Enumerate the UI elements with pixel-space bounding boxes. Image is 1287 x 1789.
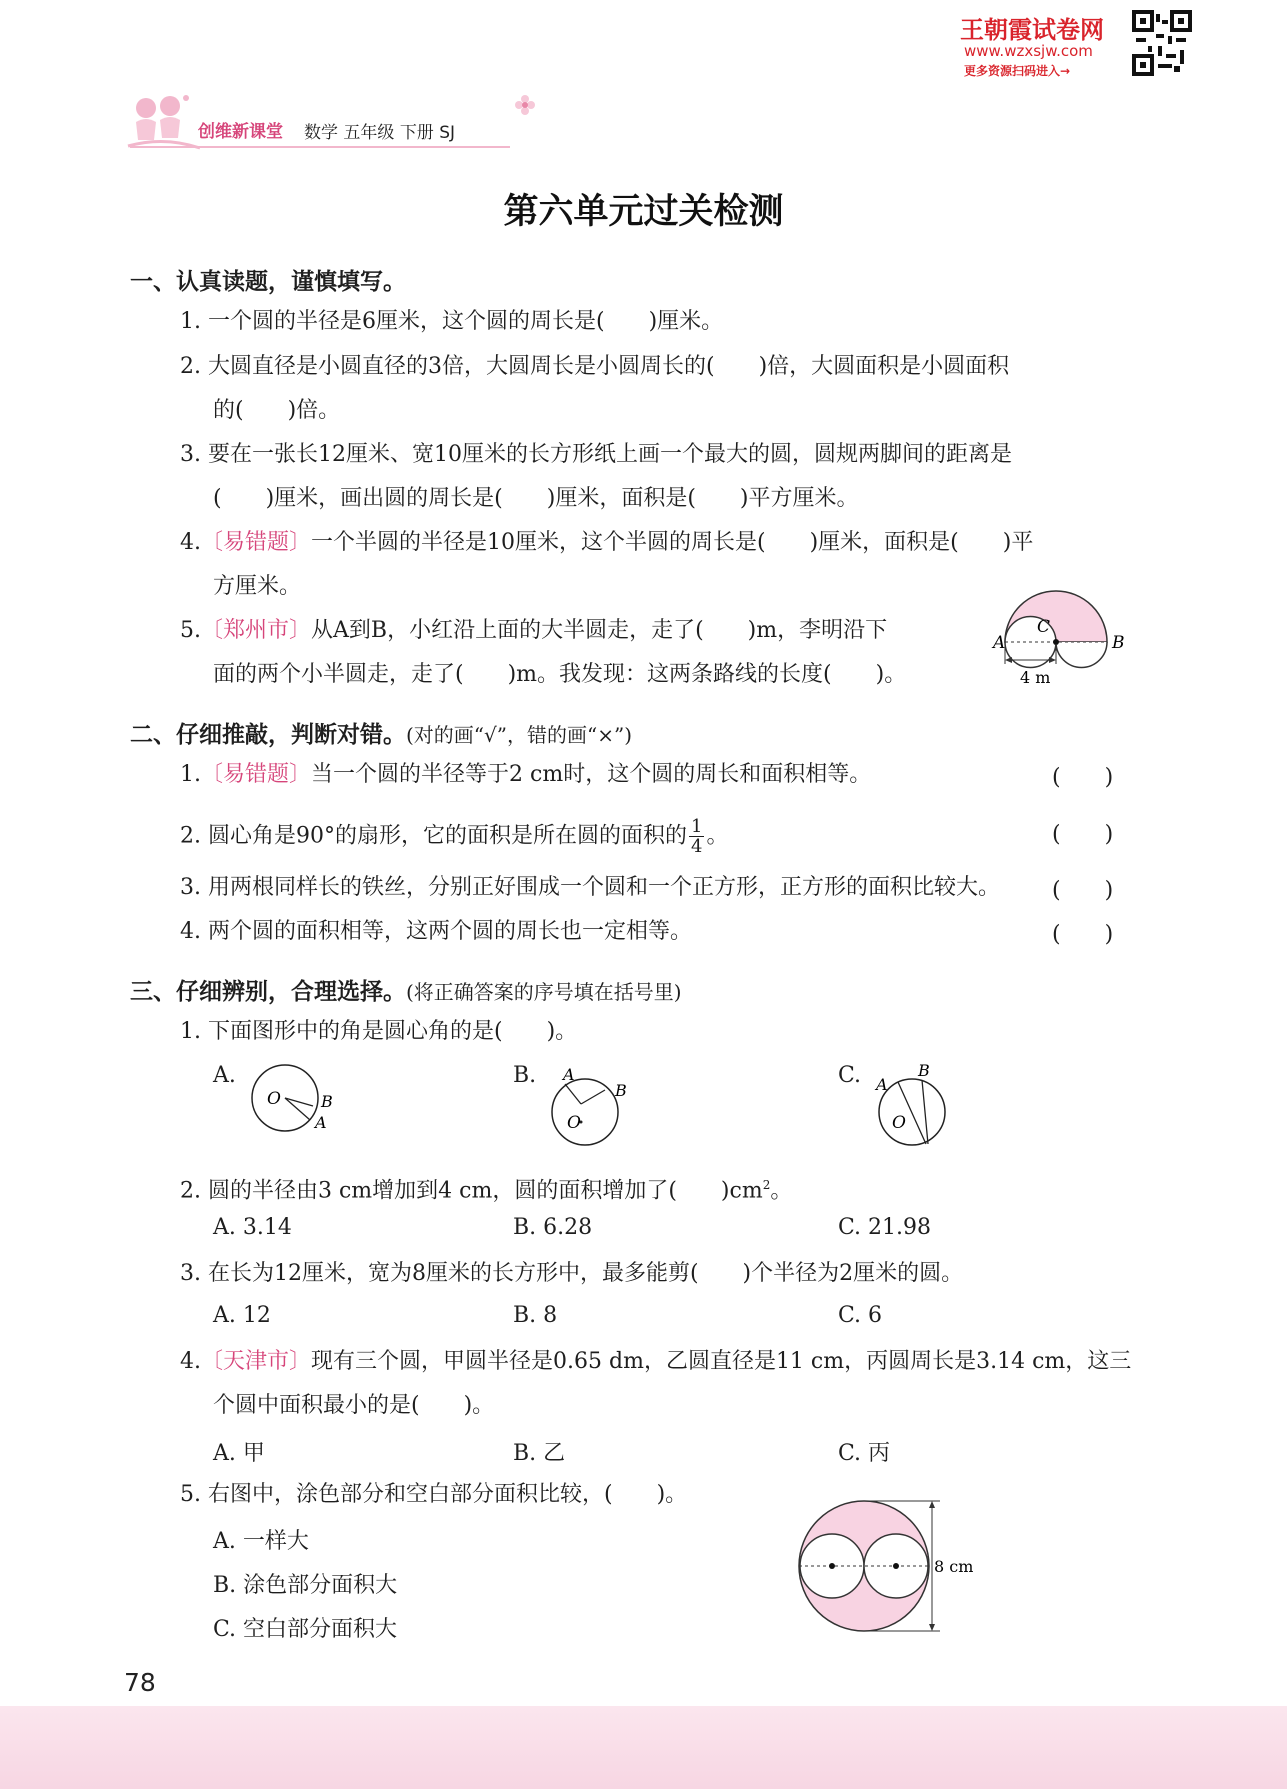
s2-q2-post: 。	[706, 823, 729, 849]
circle-option-c-figure	[870, 1060, 970, 1156]
s2-q1-tag: 〔易错题〕	[201, 762, 312, 787]
frac-numerator: 1	[690, 816, 703, 837]
watermark	[960, 10, 1200, 80]
s1-q5-line1	[180, 616, 887, 646]
s3-q1-opt-c: C.	[838, 1063, 862, 1088]
s2-q2	[180, 817, 728, 856]
s3-q2	[180, 1170, 792, 1206]
s3-q2-a: A. 3.14	[213, 1215, 292, 1240]
section3-note: (将正确答案的序号填在括号里)	[406, 980, 682, 1004]
fig-b-a: A	[563, 1065, 575, 1084]
s3-q2-b: B. 6.28	[513, 1215, 593, 1240]
s3-q4-b: B. 乙	[513, 1441, 566, 1466]
fig-c-b: B	[918, 1061, 930, 1080]
s3-q4-line1	[180, 1347, 1131, 1377]
fig1-dim: 4 m	[1020, 668, 1051, 687]
s3-q2-c: C. 21.98	[838, 1215, 932, 1240]
s3-q4-c: C. 丙	[838, 1441, 891, 1466]
circle-option-b-figure	[545, 1060, 645, 1150]
s1-q2-line1: 2. 大圆直径是小圆直径的3倍，大圆周长是小圆周长的( )倍，大圆面积是小圆面积	[180, 354, 1010, 379]
s1-q3-line2: ( )厘米，画出圆的周长是( )厘米，面积是( )平方厘米。	[213, 486, 859, 511]
s3-q3: 3. 在长为12厘米，宽为8厘米的长方形中，最多能剪( )个半径为2厘米的圆。	[180, 1261, 964, 1286]
fraction-one-quarter	[689, 817, 704, 856]
semicircle-path-figure	[985, 582, 1130, 692]
s1-q5-line2: 面的两个小半圆走，走了( )m。我发现：这两条路线的长度( )。	[213, 662, 907, 687]
s1-q1: 1. 一个圆的半径是6厘米，这个圆的周长是( )厘米。	[180, 309, 724, 334]
s3-q5-a: A. 一样大	[213, 1529, 309, 1554]
fig-a-a: A	[315, 1113, 327, 1132]
s2-q3: 3. 用两根同样长的铁丝，分别正好围成一个圆和一个正方形，正方形的面积比较大。	[180, 875, 1000, 900]
s2-q4: 4. 两个圆的面积相等，这两个圆的周长也一定相等。	[180, 919, 692, 944]
s1-q4-line2: 方厘米。	[213, 574, 302, 599]
section2-note: (对的画“√”，错的画“×”)	[406, 723, 633, 747]
s1-q3-line1: 3. 要在一张长12厘米、宽10厘米的长方形纸上画一个最大的圆，圆规两脚间的距离是	[180, 442, 1012, 467]
s1-q5-text: 从A到B，小红沿上面的大半圆走，走了( )m，李明沿下	[311, 618, 888, 643]
s2-q4-answer[interactable]: ( )	[1052, 922, 1114, 947]
fig1-label-c: C	[1037, 617, 1051, 637]
s1-q2-line2: 的( )倍。	[213, 398, 341, 423]
qr-code-icon[interactable]	[1132, 10, 1192, 76]
section3-heading-text: 三、仔细辨别，合理选择。	[130, 979, 406, 1005]
s1-q4-num: 4.	[180, 530, 201, 555]
flower-icon	[512, 92, 538, 118]
s2-q1-answer[interactable]: ( )	[1052, 765, 1114, 790]
grade: 五年级	[343, 123, 395, 143]
brand-name: 创维新课堂	[198, 122, 283, 142]
s3-q4-tag: 〔天津市〕	[201, 1349, 312, 1374]
s3-q1-opt-a: A.	[213, 1063, 236, 1088]
s3-q5-b: B. 涂色部分面积大	[213, 1573, 398, 1598]
edition: SJ	[439, 123, 456, 143]
watermark-url: www.wzxsjw.com	[964, 42, 1093, 60]
fig-a-b: B	[321, 1092, 333, 1111]
fig-b-b: B	[615, 1081, 627, 1100]
fig-b-o: O	[567, 1113, 581, 1133]
s3-q4-num: 4.	[180, 1349, 201, 1374]
s3-q4-line2: 个圆中面积最小的是( )。	[213, 1393, 495, 1418]
s3-q1: 1. 下面图形中的角是圆心角的是( )。	[180, 1019, 578, 1044]
s3-q3-b: B. 8	[513, 1303, 558, 1328]
bottom-decor-band	[0, 1706, 1287, 1789]
page-title: 第六单元过关检测	[503, 192, 784, 232]
fig2-dim: 8 cm	[934, 1557, 974, 1576]
s3-q3-a: A. 12	[213, 1303, 271, 1328]
page-number: 78	[124, 1668, 156, 1697]
header-underline	[130, 144, 510, 150]
fig1-label-a: A	[993, 633, 1006, 653]
s2-q1-text: 当一个圆的半径等于2 cm时，这个圆的周长和面积相等。	[311, 762, 872, 787]
fig-a-o: O	[267, 1089, 281, 1109]
s1-q4-text: 一个半圆的半径是10厘米，这个半圆的周长是( )厘米，面积是( )平	[311, 530, 1034, 555]
s3-q1-opt-b: B.	[513, 1063, 537, 1088]
s2-q2-pre: 2. 圆心角是90°的扇形，它的面积是所在圆的面积的	[180, 823, 687, 849]
two-circles-figure	[780, 1490, 980, 1640]
s2-q1	[180, 760, 871, 790]
s3-q4-a: A. 甲	[213, 1441, 265, 1466]
subject: 数学	[304, 123, 338, 143]
s3-q5: 5. 右图中，涂色部分和空白部分面积比较，( )。	[180, 1482, 688, 1507]
fig-c-o: O	[892, 1113, 906, 1133]
section1-heading: 一、认真读题，谨慎填写。	[130, 269, 406, 295]
volume: 下册	[399, 123, 434, 143]
s3-q3-c: C. 6	[838, 1303, 883, 1328]
s1-q5-num: 5.	[180, 618, 201, 643]
s1-q4-tag: 〔易错题〕	[201, 530, 312, 555]
s2-q2-answer[interactable]: ( )	[1052, 822, 1114, 847]
s3-q5-c: C. 空白部分面积大	[213, 1617, 398, 1642]
s3-q2-post: 。	[770, 1178, 793, 1204]
s2-q1-num: 1.	[180, 762, 201, 787]
s3-q2-sup: 2	[762, 1178, 771, 1192]
fig-c-a: A	[876, 1075, 888, 1094]
section2-heading	[130, 716, 632, 749]
section3-heading	[130, 973, 682, 1006]
fig1-label-b: B	[1112, 633, 1125, 653]
circle-option-a-figure	[245, 1058, 345, 1138]
section2-heading-text: 二、仔细推敲，判断对错。	[130, 722, 406, 748]
watermark-title: 王朝霞试卷网	[960, 16, 1104, 44]
watermark-tip: 更多资源扫码进入→	[964, 64, 1071, 78]
s1-q4-line1	[180, 528, 1033, 558]
s1-q5-tag: 〔郑州市〕	[201, 618, 312, 643]
s3-q4-text: 现有三个圆，甲圆半径是0.65 dm，乙圆直径是11 cm，丙圆周长是3.14 cm，这三	[311, 1349, 1132, 1374]
s2-q3-answer[interactable]: ( )	[1052, 878, 1114, 903]
book-info	[304, 118, 455, 143]
s3-q2-pre: 2. 圆的半径由3 cm增加到4 cm，圆的面积增加了( )cm	[180, 1178, 763, 1204]
frac-denominator: 4	[690, 836, 703, 857]
